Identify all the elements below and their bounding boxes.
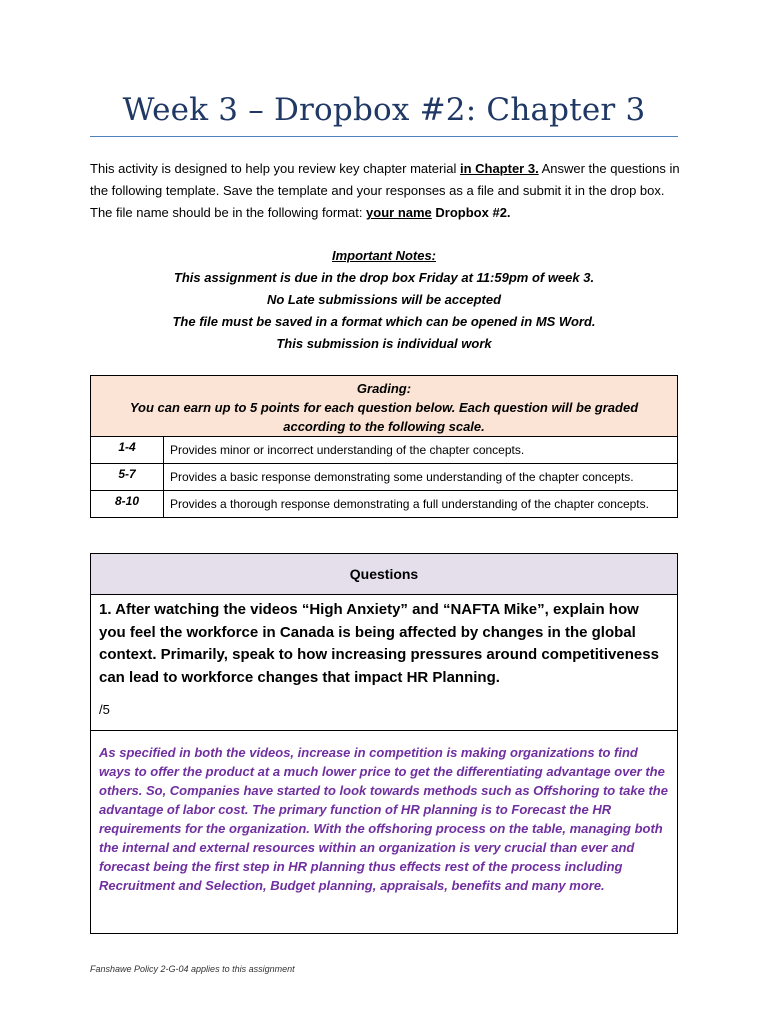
grading-subheading: You can earn up to 5 points for each question below. Each question will be graded according to the following scale.: [129, 400, 639, 434]
grading-row: [91, 464, 678, 491]
grading-row: [91, 437, 678, 464]
notes-line: No Late submissions will be accepted: [266, 292, 502, 307]
questions-table: [90, 553, 678, 934]
grading-heading: Grading:: [356, 381, 412, 396]
important-notes: [90, 245, 678, 355]
notes-heading: Important Notes:: [332, 248, 436, 263]
intro-text-part1: This activity is designed to help you review key chapter material: [90, 161, 460, 176]
grading-range: 8-10: [91, 491, 164, 518]
intro-dropbox-label: Dropbox #2.: [431, 205, 511, 220]
grading-range: 1-4: [91, 437, 164, 464]
intro-your-name: your name: [366, 205, 432, 220]
grading-description: Provides a thorough response demonstrating a full understanding of the chapter concepts.: [164, 491, 678, 518]
footer-policy: Fanshawe Policy 2-G-04 applies to this assignment: [90, 964, 295, 974]
notes-line: This submission is individual work: [276, 336, 492, 351]
question-row: [91, 595, 678, 731]
questions-heading: Questions: [91, 554, 678, 595]
intro-paragraph: [90, 158, 690, 224]
notes-line: This assignment is due in the drop box Friday at 11:59pm of week 3.: [173, 270, 595, 285]
question-points: /5: [99, 702, 110, 717]
title-divider: [90, 136, 678, 137]
question-text: 1. After watching the videos “High Anxiety” and “NAFTA Mike”, explain how you feel the workforce in Canada is being affected by changes in the global context. Primarily, speak to how increasing pressures around competitiveness can lead to workforce changes that impact HR Planning.: [99, 601, 659, 686]
grading-header-cell: [91, 376, 678, 437]
grading-row: [91, 491, 678, 518]
answer-text[interactable]: As specified in both the videos, increase in competition is making organizations to find ways to offer the product at a much lower price to get the differentiating advantage over the others. So, Companies have started to look towards methods such as Offshoring to take the advantage of labor cost. The primary function of HR planning is to Forecast the HR requirements for the organization. With the offshoring process on the table, managing both the internal and external resources within an organization is very crucial than ever and forecast being the first step in HR planning thus effects rest of the process including Recruitment and Selection, Budget planning, appraisals, benefits and many more.: [91, 730, 678, 933]
page-title: Week 3 – Dropbox #2: Chapter 3: [122, 92, 646, 128]
questions-header-row: [91, 554, 678, 595]
grading-range: 5-7: [91, 464, 164, 491]
grading-description: Provides minor or incorrect understanding of the chapter concepts.: [164, 437, 678, 464]
intro-text-part2: Answer the questions in the following template. Save the template and your responses as a file and submit it in the drop box. The file name should be in the following format:: [90, 161, 680, 220]
question-cell: [91, 595, 678, 731]
notes-line: The file must be saved in a format which can be opened in MS Word.: [172, 314, 596, 329]
intro-chapter-reference: in Chapter 3.: [459, 161, 539, 176]
grading-header-row: [91, 376, 678, 437]
grading-table: [90, 375, 678, 518]
grading-description: Provides a basic response demonstrating some understanding of the chapter concepts.: [164, 464, 678, 491]
answer-row: [91, 730, 678, 933]
